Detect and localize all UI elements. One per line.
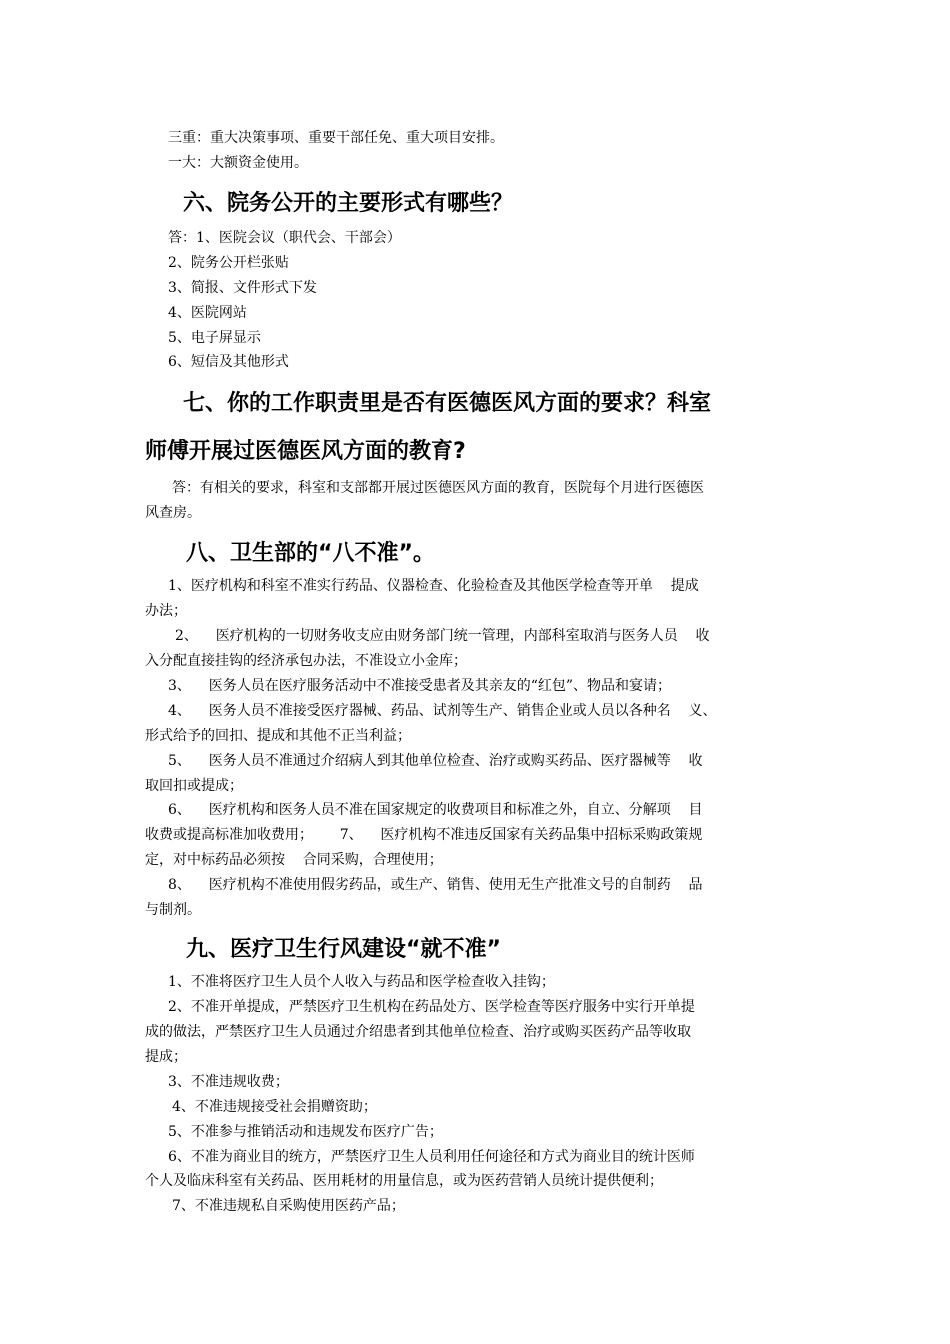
section-8-line: 取回扣或提成； [145, 778, 243, 794]
section-8-line: 5、 医务人员不准通过介绍病人到其他单位检查、治疗或购买药品、医疗器械等 收 [168, 753, 703, 769]
section-9-line: 2、不准开单提成，严禁医疗卫生机构在药品处方、医学检查等医疗服务中实行开单提 [168, 999, 695, 1015]
section-7-heading-line-2: 师傅开展过医德医风方面的教育? [145, 439, 466, 464]
section-6-item: 5、电子屏显示 [168, 330, 261, 346]
section-7-answer-line: 答：有相关的要求，科室和支部都开展过医德医风方面的教育，医院每个月进行医德医 [172, 480, 704, 496]
section-8-line: 收费或提高标准加收费用； 7、 医疗机构不准违反国家有关药品集中招标采购政策规 [145, 827, 703, 843]
section-9-line: 1、不准将医疗卫生人员个人收入与药品和医学检查收入挂钩； [168, 974, 555, 990]
section-8-line: 4、 医务人员不准接受医疗器械、药品、试剂等生产、销售企业或人员以各种名 义、 [168, 703, 717, 719]
section-8-line: 6、 医疗机构和医务人员不准在国家规定的收费项目和标准之外，自立、分解项 目 [168, 802, 703, 818]
section-9-line: 个人及临床科室有关药品、医用耗材的用量信息，或为医药营销人员统计提供便利； [145, 1173, 663, 1189]
section-8-line: 与制剂。 [145, 902, 201, 918]
section-6-item: 3、简报、文件形式下发 [168, 280, 317, 296]
intro-line-2: 一大：大额资金使用。 [168, 155, 308, 171]
section-9-line: 提成； [145, 1049, 187, 1065]
section-9-line: 6、不准为商业目的统方，严禁医疗卫生人员利用任何途径和方式为商业目的统计医师 [168, 1149, 695, 1165]
section-9-line: 3、不准违规收费； [168, 1074, 289, 1090]
section-8-line: 定，对中标药品必须按 合同采购，合理使用； [145, 852, 443, 868]
section-6-heading: 六、院务公开的主要形式有哪些？ [183, 191, 514, 216]
section-6-item: 6、短信及其他形式 [168, 354, 289, 370]
section-9-line: 5、不准参与推销活动和违规发布医疗广告； [168, 1124, 443, 1140]
section-6-item: 4、医院网站 [168, 305, 247, 321]
section-8-line: 办法； [145, 603, 187, 619]
section-8-line: 入分配直接挂钩的经济承包办法，不准设立小金库； [145, 653, 467, 669]
section-8-line: 1、医疗机构和科室不准实行药品、仪器检查、化验检查及其他医学检查等开单 提成 [168, 578, 699, 594]
section-7-answer-line: 风查房。 [145, 505, 201, 521]
intro-line-1: 三重：重大决策事项、重要干部任免、重大项目安排。 [168, 130, 504, 146]
section-6-item: 2、院务公开栏张贴 [168, 255, 289, 271]
section-8-heading: 八、卫生部的“八不准”。 [186, 541, 435, 566]
section-6-item: 答：1、医院会议（职代会、干部会） [168, 230, 401, 246]
section-7-heading-line-1: 七、你的工作职责里是否有医德医风方面的要求？科室 [183, 391, 712, 416]
section-8-line: 8、 医疗机构不准使用假劣药品，或生产、销售、使用无生产批准文号的自制药 品 [168, 877, 703, 893]
section-9-heading: 九、医疗卫生行风建设“就不准” [186, 937, 501, 962]
section-8-line: 形式给予的回扣、提成和其他不正当利益； [145, 728, 411, 744]
section-8-line: 3、 医务人员在医疗服务活动中不准接受患者及其亲友的“红包”、物品和宴请； [168, 678, 672, 694]
section-8-line: 2、 医疗机构的一切财务收支应由财务部门统一管理，内部科室取消与医务人员 收 [175, 628, 710, 644]
section-9-line: 7、不准违规私自采购使用医药产品； [172, 1198, 405, 1214]
section-9-line: 4、不准违规接受社会捐赠资助； [172, 1099, 377, 1115]
section-9-line: 成的做法，严禁医疗卫生人员通过介绍患者到其他单位检查、治疗或购买医药产品等收取 [145, 1024, 691, 1040]
